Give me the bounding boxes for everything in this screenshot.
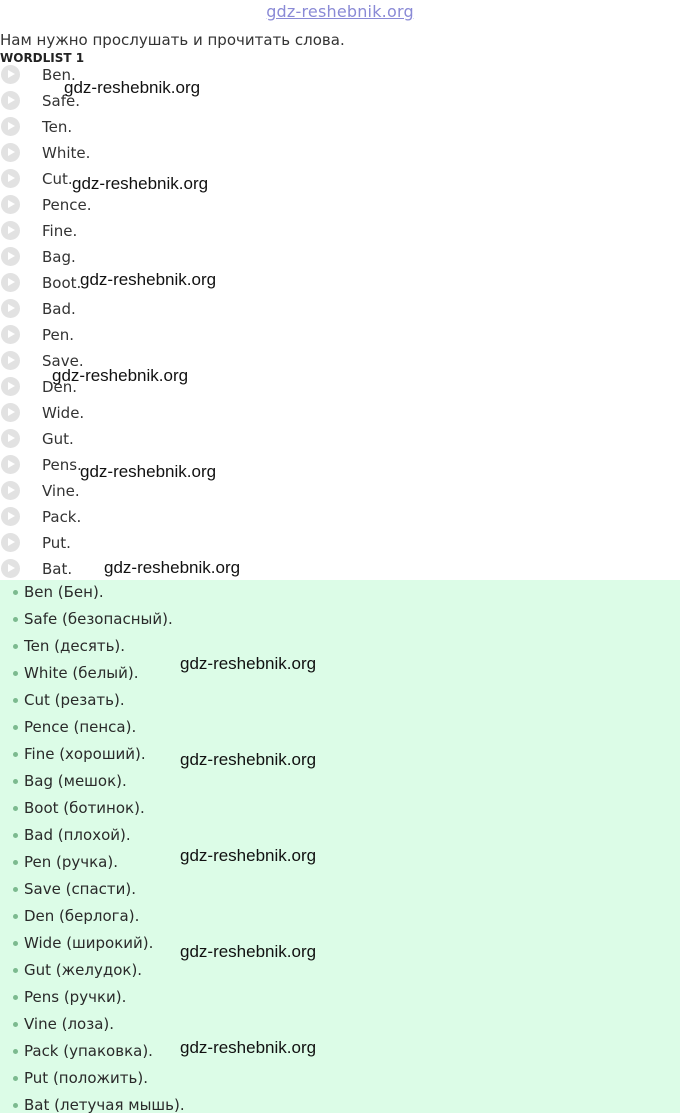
bullet-icon [13, 698, 18, 703]
translation-text: Bat (летучая мышь). [24, 1096, 185, 1114]
bullet-icon [13, 806, 18, 811]
bullet-icon [13, 941, 18, 946]
audio-word: Den. [42, 378, 78, 396]
translation-text: Cut (резать). [24, 691, 125, 709]
audio-row [0, 218, 680, 244]
audio-word: Bag. [42, 248, 76, 266]
translation-text: Pence (пенса). [24, 718, 137, 736]
bullet-icon [13, 968, 18, 973]
bullet-icon [13, 779, 18, 784]
audio-row [0, 322, 680, 348]
audio-word: Cut. [42, 170, 73, 188]
audio-row [0, 504, 680, 530]
audio-word: Pence. [42, 196, 92, 214]
translation-text: Put (положить). [24, 1069, 148, 1087]
play-icon[interactable] [1, 299, 20, 318]
play-icon[interactable] [1, 195, 20, 214]
watermark: gdz-reshebnik.org [80, 462, 217, 481]
site-link[interactable]: gdz-reshebnik.org [266, 2, 414, 21]
bullet-icon [13, 644, 18, 649]
watermark: gdz-reshebnik.org [64, 78, 201, 97]
translation-text: Den (берлога). [24, 907, 140, 925]
audio-word: White. [42, 144, 91, 162]
watermark: gdz-reshebnik.org [72, 174, 209, 193]
bullet-icon [13, 590, 18, 595]
audio-word: Pen. [42, 326, 75, 344]
translation-text: White (белый). [24, 664, 139, 682]
audio-row [0, 530, 680, 556]
translation-text: Bag (мешок). [24, 772, 127, 790]
bullet-icon [13, 1103, 18, 1108]
watermark: gdz-reshebnik.org [180, 942, 317, 961]
watermark: gdz-reshebnik.org [52, 366, 189, 385]
audio-row [0, 426, 680, 452]
translation-text: Pens (ручки). [24, 988, 127, 1006]
audio-row [0, 296, 680, 322]
audio-row [0, 400, 680, 426]
audio-row [0, 556, 680, 582]
audio-word: Pack. [42, 508, 82, 526]
translation-text: Pen (ручка). [24, 853, 118, 871]
bullet-icon [13, 995, 18, 1000]
watermark: gdz-reshebnik.org [80, 270, 217, 289]
play-icon[interactable] [1, 377, 20, 396]
play-icon[interactable] [1, 65, 20, 84]
audio-word: Boot. [42, 274, 82, 292]
play-icon[interactable] [1, 507, 20, 526]
watermark: gdz-reshebnik.org [180, 654, 317, 673]
audio-row [0, 114, 680, 140]
watermark: gdz-reshebnik.org [180, 846, 317, 865]
play-icon[interactable] [1, 143, 20, 162]
play-icon[interactable] [1, 91, 20, 110]
translation-text: Gut (желудок). [24, 961, 143, 979]
translation-text: Fine (хороший). [24, 745, 146, 763]
audio-word: Bad. [42, 300, 76, 318]
audio-word: Save. [42, 352, 84, 370]
section-heading: WORDLIST 1 [0, 51, 85, 65]
translation-text: Vine (лоза). [24, 1015, 115, 1033]
audio-row [0, 244, 680, 270]
translation-text: Save (спасти). [24, 880, 137, 898]
translation-text: Pack (упаковка). [24, 1042, 153, 1060]
play-icon[interactable] [1, 559, 20, 578]
translation-text: Ten (десять). [24, 637, 126, 655]
translation-text: Bad (плохой). [24, 826, 131, 844]
play-icon[interactable] [1, 169, 20, 188]
audio-word-list [0, 62, 680, 582]
bullet-icon [13, 671, 18, 676]
play-icon[interactable] [1, 481, 20, 500]
audio-word: Put. [42, 534, 71, 552]
bullet-icon [13, 725, 18, 730]
translation-text: Ben (Бен). [24, 583, 104, 601]
bullet-icon [13, 617, 18, 622]
audio-word: Safe. [42, 92, 80, 110]
play-icon[interactable] [1, 403, 20, 422]
audio-word: Fine. [42, 222, 78, 240]
intro-text: Нам нужно прослушать и прочитать слова. [0, 31, 345, 49]
audio-word: Pens. [42, 456, 82, 474]
bullet-icon [13, 887, 18, 892]
watermark: gdz-reshebnik.org [180, 1038, 317, 1057]
play-icon[interactable] [1, 221, 20, 240]
audio-word: Ben. [42, 66, 76, 84]
bullet-icon [13, 752, 18, 757]
audio-word: Bat. [42, 560, 73, 578]
translation-text: Boot (ботинок). [24, 799, 145, 817]
bullet-icon [13, 1022, 18, 1027]
watermark: gdz-reshebnik.org [104, 558, 241, 577]
play-icon[interactable] [1, 117, 20, 136]
watermark: gdz-reshebnik.org [180, 750, 317, 769]
play-icon[interactable] [1, 325, 20, 344]
bullet-icon [13, 833, 18, 838]
play-icon[interactable] [1, 351, 20, 370]
bullet-icon [13, 914, 18, 919]
bullet-icon [13, 1049, 18, 1054]
audio-word: Ten. [42, 118, 73, 136]
play-icon[interactable] [1, 455, 20, 474]
play-icon[interactable] [1, 273, 20, 292]
translation-text: Safe (безопасный). [24, 610, 173, 628]
bullet-icon [13, 1076, 18, 1081]
audio-row [0, 140, 680, 166]
audio-row [0, 192, 680, 218]
answer-block [0, 580, 680, 1113]
play-icon[interactable] [1, 247, 20, 266]
translation-text: Wide (широкий). [24, 934, 154, 952]
audio-word: Gut. [42, 430, 74, 448]
bullet-icon [13, 860, 18, 865]
play-icon[interactable] [1, 429, 20, 448]
audio-word: Wide. [42, 404, 85, 422]
audio-word: Vine. [42, 482, 80, 500]
play-icon[interactable] [1, 533, 20, 552]
